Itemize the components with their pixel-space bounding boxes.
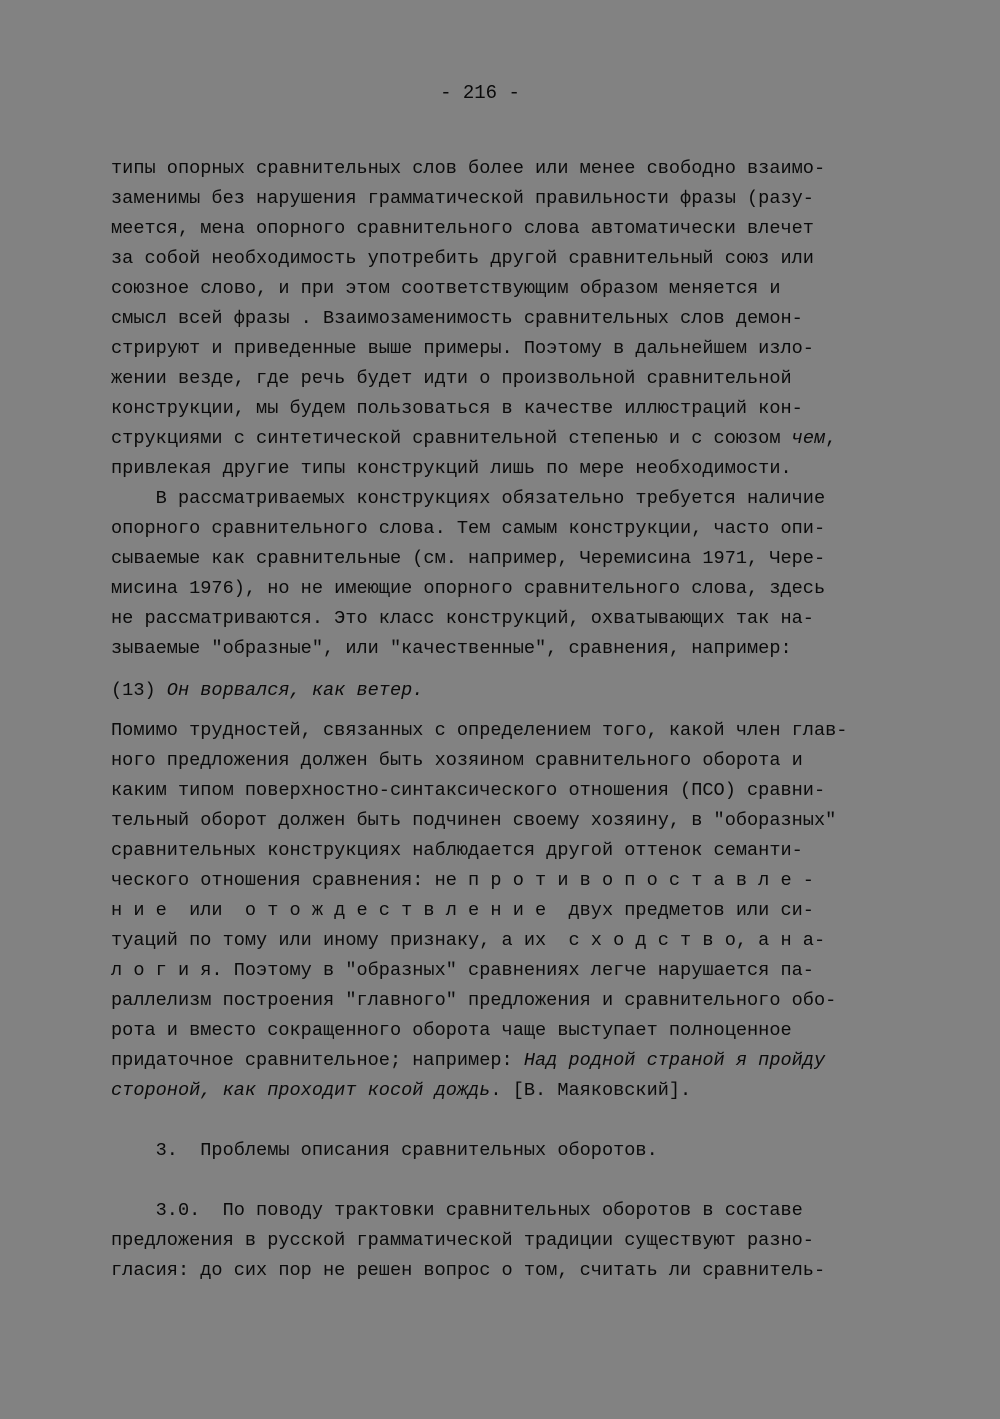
text-line: тельный оборот должен быть подчинен своему хозяину, в "оборазных" bbox=[111, 810, 837, 831]
text-line: привлекая другие типы конструкций лишь по мере необходимости. bbox=[111, 458, 792, 479]
text-line: сравнительных конструкциях наблюдается другой оттенок семанти- bbox=[111, 840, 803, 861]
example-text: Он ворвался, как ветер. bbox=[166, 680, 424, 701]
text-line: В рассматриваемых конструкциях обязательно требуется наличие bbox=[111, 488, 826, 509]
text-line: предложения в русской грамматической традиции существуют разно- bbox=[111, 1230, 814, 1251]
text-line: за собой необходимость употребить другой сравнительный союз или bbox=[111, 248, 814, 269]
text-line: л о г и я. Поэтому в "образных" сравнениях легче нарушается па- bbox=[111, 960, 814, 981]
text-line: туаций по тому или иному признаку, а их с х о д с т в о, а н а- bbox=[111, 930, 826, 951]
example-number: (13) bbox=[111, 680, 167, 701]
text-line: ческого отношения сравнения: не п р о т и в о п о с т а в л е - bbox=[111, 870, 814, 891]
text-line: союзное слово, и при этом соответствующим образом меняется и bbox=[111, 278, 781, 299]
text-line: стрируют и приведенные выше примеры. Поэтому в дальнейшем изло- bbox=[111, 338, 814, 359]
text-line: н и е или о т о ж д е с т в л е н и е двух предметов или си- bbox=[111, 900, 814, 921]
example-line bbox=[111, 679, 423, 703]
text-line: жении везде, где речь будет идти о произвольной сравнительной bbox=[111, 368, 792, 389]
page-number: - 216 - bbox=[440, 82, 520, 104]
text-line: каким типом поверхностно-синтаксического отношения (ПСО) сравни- bbox=[111, 780, 826, 801]
text-line: мисина 1976), но не имеющие опорного сравнительного слова, здесь bbox=[111, 578, 826, 599]
text-line: сываемые как сравнительные (см. например, Черемисина 1971, Чере- bbox=[111, 548, 826, 569]
text-line: опорного сравнительного слова. Тем самым конструкции, часто опи- bbox=[111, 518, 826, 539]
text-line: гласия: до сих пор не решен вопрос о том, считать ли сравнитель- bbox=[111, 1260, 826, 1281]
text-line: Помимо трудностей, связанных с определением того, какой член глав- bbox=[111, 720, 848, 741]
text-line: раллелизм построения "главного" предложения и сравнительного обо- bbox=[111, 990, 837, 1011]
text-line: меется, мена опорного сравнительного слова автоматически влечет bbox=[111, 218, 814, 239]
text-line: конструкции, мы будем пользоваться в качестве иллюстраций кон- bbox=[111, 398, 803, 419]
text-line: заменимы без нарушения грамматической правильности фразы (разу- bbox=[111, 188, 814, 209]
section-heading: 3. Проблемы описания сравнительных оборотов. bbox=[111, 1140, 658, 1161]
text-line: 3.0. По поводу трактовки сравнительных оборотов в составе bbox=[111, 1200, 803, 1221]
text-line: смысл всей фразы . Взаимозаменимость сравнительных слов демон- bbox=[111, 308, 803, 329]
text-line: струкциями с синтетической сравнительной степенью и с союзом чем, bbox=[111, 428, 837, 449]
text-line: типы опорных сравнительных слов более или менее свободно взаимо- bbox=[111, 158, 826, 179]
text-line: не рассматриваются. Это класс конструкций, охватывающих так на- bbox=[111, 608, 814, 629]
text-line: ного предложения должен быть хозяином сравнительного оборота и bbox=[111, 750, 803, 771]
text-line: рота и вместо сокращенного оборота чаще выступает полноценное bbox=[111, 1020, 792, 1041]
text-line: придаточное сравнительное; например: Над родной страной я пройду bbox=[111, 1050, 826, 1071]
text-line: зываемые "образные", или "качественные", сравнения, например: bbox=[111, 638, 792, 659]
text-line: стороной, как проходит косой дождь. [В. Маяковский]. bbox=[111, 1080, 692, 1101]
